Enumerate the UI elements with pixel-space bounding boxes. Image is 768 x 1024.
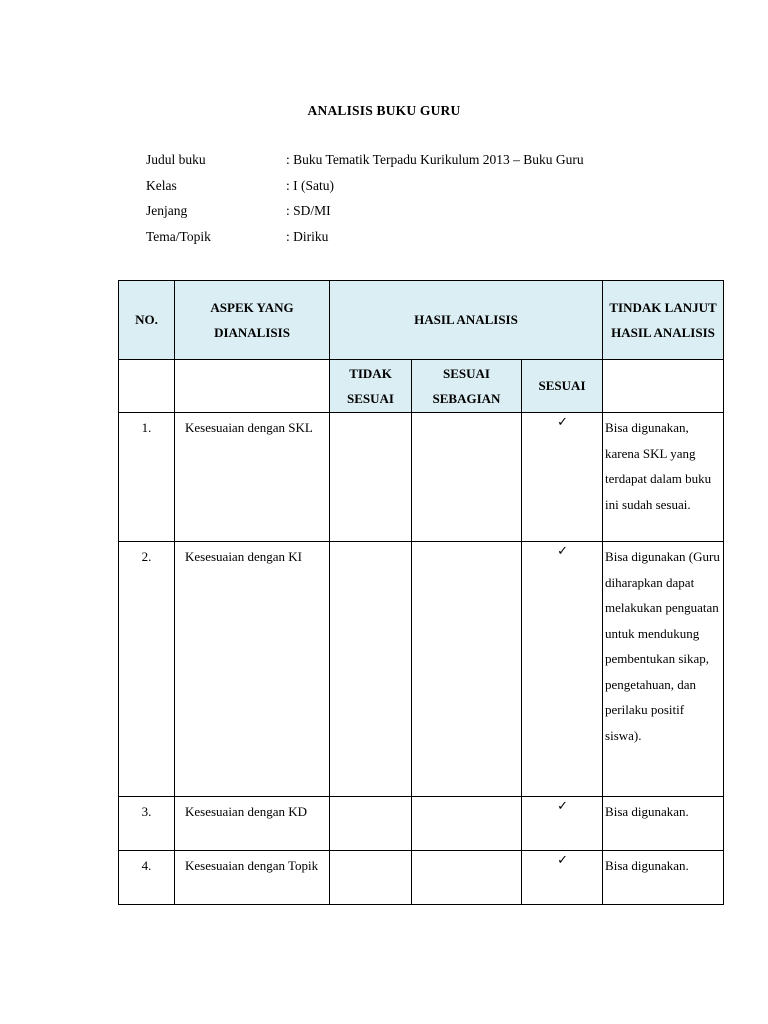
row-aspek: Kesesuaian dengan Topik [175, 851, 330, 905]
info-row-jenjang [146, 203, 584, 229]
info-value: : Buku Tematik Terpadu Kurikulum 2013 – Buku Guru [286, 152, 584, 167]
cell-sesuai-sebagian [412, 413, 522, 542]
info-value: : I (Satu) [286, 177, 334, 193]
row-tindak: Bisa digunakan (Guru diharapkan dapat melakukan penguatan untuk mendukung pembentukan sikap, pengetahuan, dan perilaku positif siswa). [603, 542, 724, 797]
row-aspek: Kesesuaian dengan KD [175, 797, 330, 851]
book-info [146, 152, 584, 254]
info-label: Kelas [146, 177, 177, 193]
header-tindak: TINDAK LANJUT HASIL ANALISIS [603, 281, 724, 360]
cell-sesuai-sebagian [412, 797, 522, 851]
row-number: 2. [119, 542, 175, 797]
document-title: ANALISIS BUKU GURU [307, 103, 461, 118]
cell-sesuai-sebagian [412, 542, 522, 797]
info-label: Tema/Topik [146, 228, 211, 244]
header-sesuai-sebagian: SESUAI SEBAGIAN [412, 360, 522, 413]
cell-tidak-sesuai [330, 851, 412, 905]
subheader-row [119, 360, 724, 413]
table-row [119, 542, 724, 797]
check-icon: ✓ [522, 542, 603, 797]
info-row-tema [146, 229, 584, 255]
subheader-empty [603, 360, 724, 413]
table-row [119, 851, 724, 905]
info-row-kelas [146, 178, 584, 204]
header-hasil: HASIL ANALISIS [330, 281, 603, 360]
row-number: 3. [119, 797, 175, 851]
table-row [119, 413, 724, 542]
check-icon: ✓ [522, 797, 603, 851]
row-tindak: Bisa digunakan. [603, 851, 724, 905]
info-label: Jenjang [146, 203, 188, 218]
row-tindak: Bisa digunakan, karena SKL yang terdapat dalam buku ini sudah sesuai. [603, 413, 724, 542]
row-aspek: Kesesuaian dengan SKL [175, 413, 330, 542]
row-number: 1. [119, 413, 175, 542]
header-row [119, 281, 724, 360]
info-value: : SD/MI [286, 203, 331, 218]
row-aspek: Kesesuaian dengan KI [175, 542, 330, 797]
subheader-empty [119, 360, 175, 413]
check-icon: ✓ [522, 851, 603, 905]
cell-tidak-sesuai [330, 542, 412, 797]
row-number: 4. [119, 851, 175, 905]
row-tindak: Bisa digunakan. [603, 797, 724, 851]
cell-tidak-sesuai [330, 413, 412, 542]
cell-sesuai-sebagian [412, 851, 522, 905]
info-row-judul [146, 152, 584, 178]
cell-tidak-sesuai [330, 797, 412, 851]
header-no: NO. [119, 281, 175, 360]
header-tidak-sesuai: TIDAK SESUAI [330, 360, 412, 413]
table-row [119, 797, 724, 851]
info-label: Judul buku [146, 152, 206, 167]
check-icon: ✓ [522, 413, 603, 542]
header-aspek: ASPEK YANG DIANALISIS [175, 281, 330, 360]
header-sesuai: SESUAI [522, 360, 603, 413]
analysis-table [118, 280, 724, 905]
subheader-empty [175, 360, 330, 413]
info-value: : Diriku [286, 228, 329, 244]
